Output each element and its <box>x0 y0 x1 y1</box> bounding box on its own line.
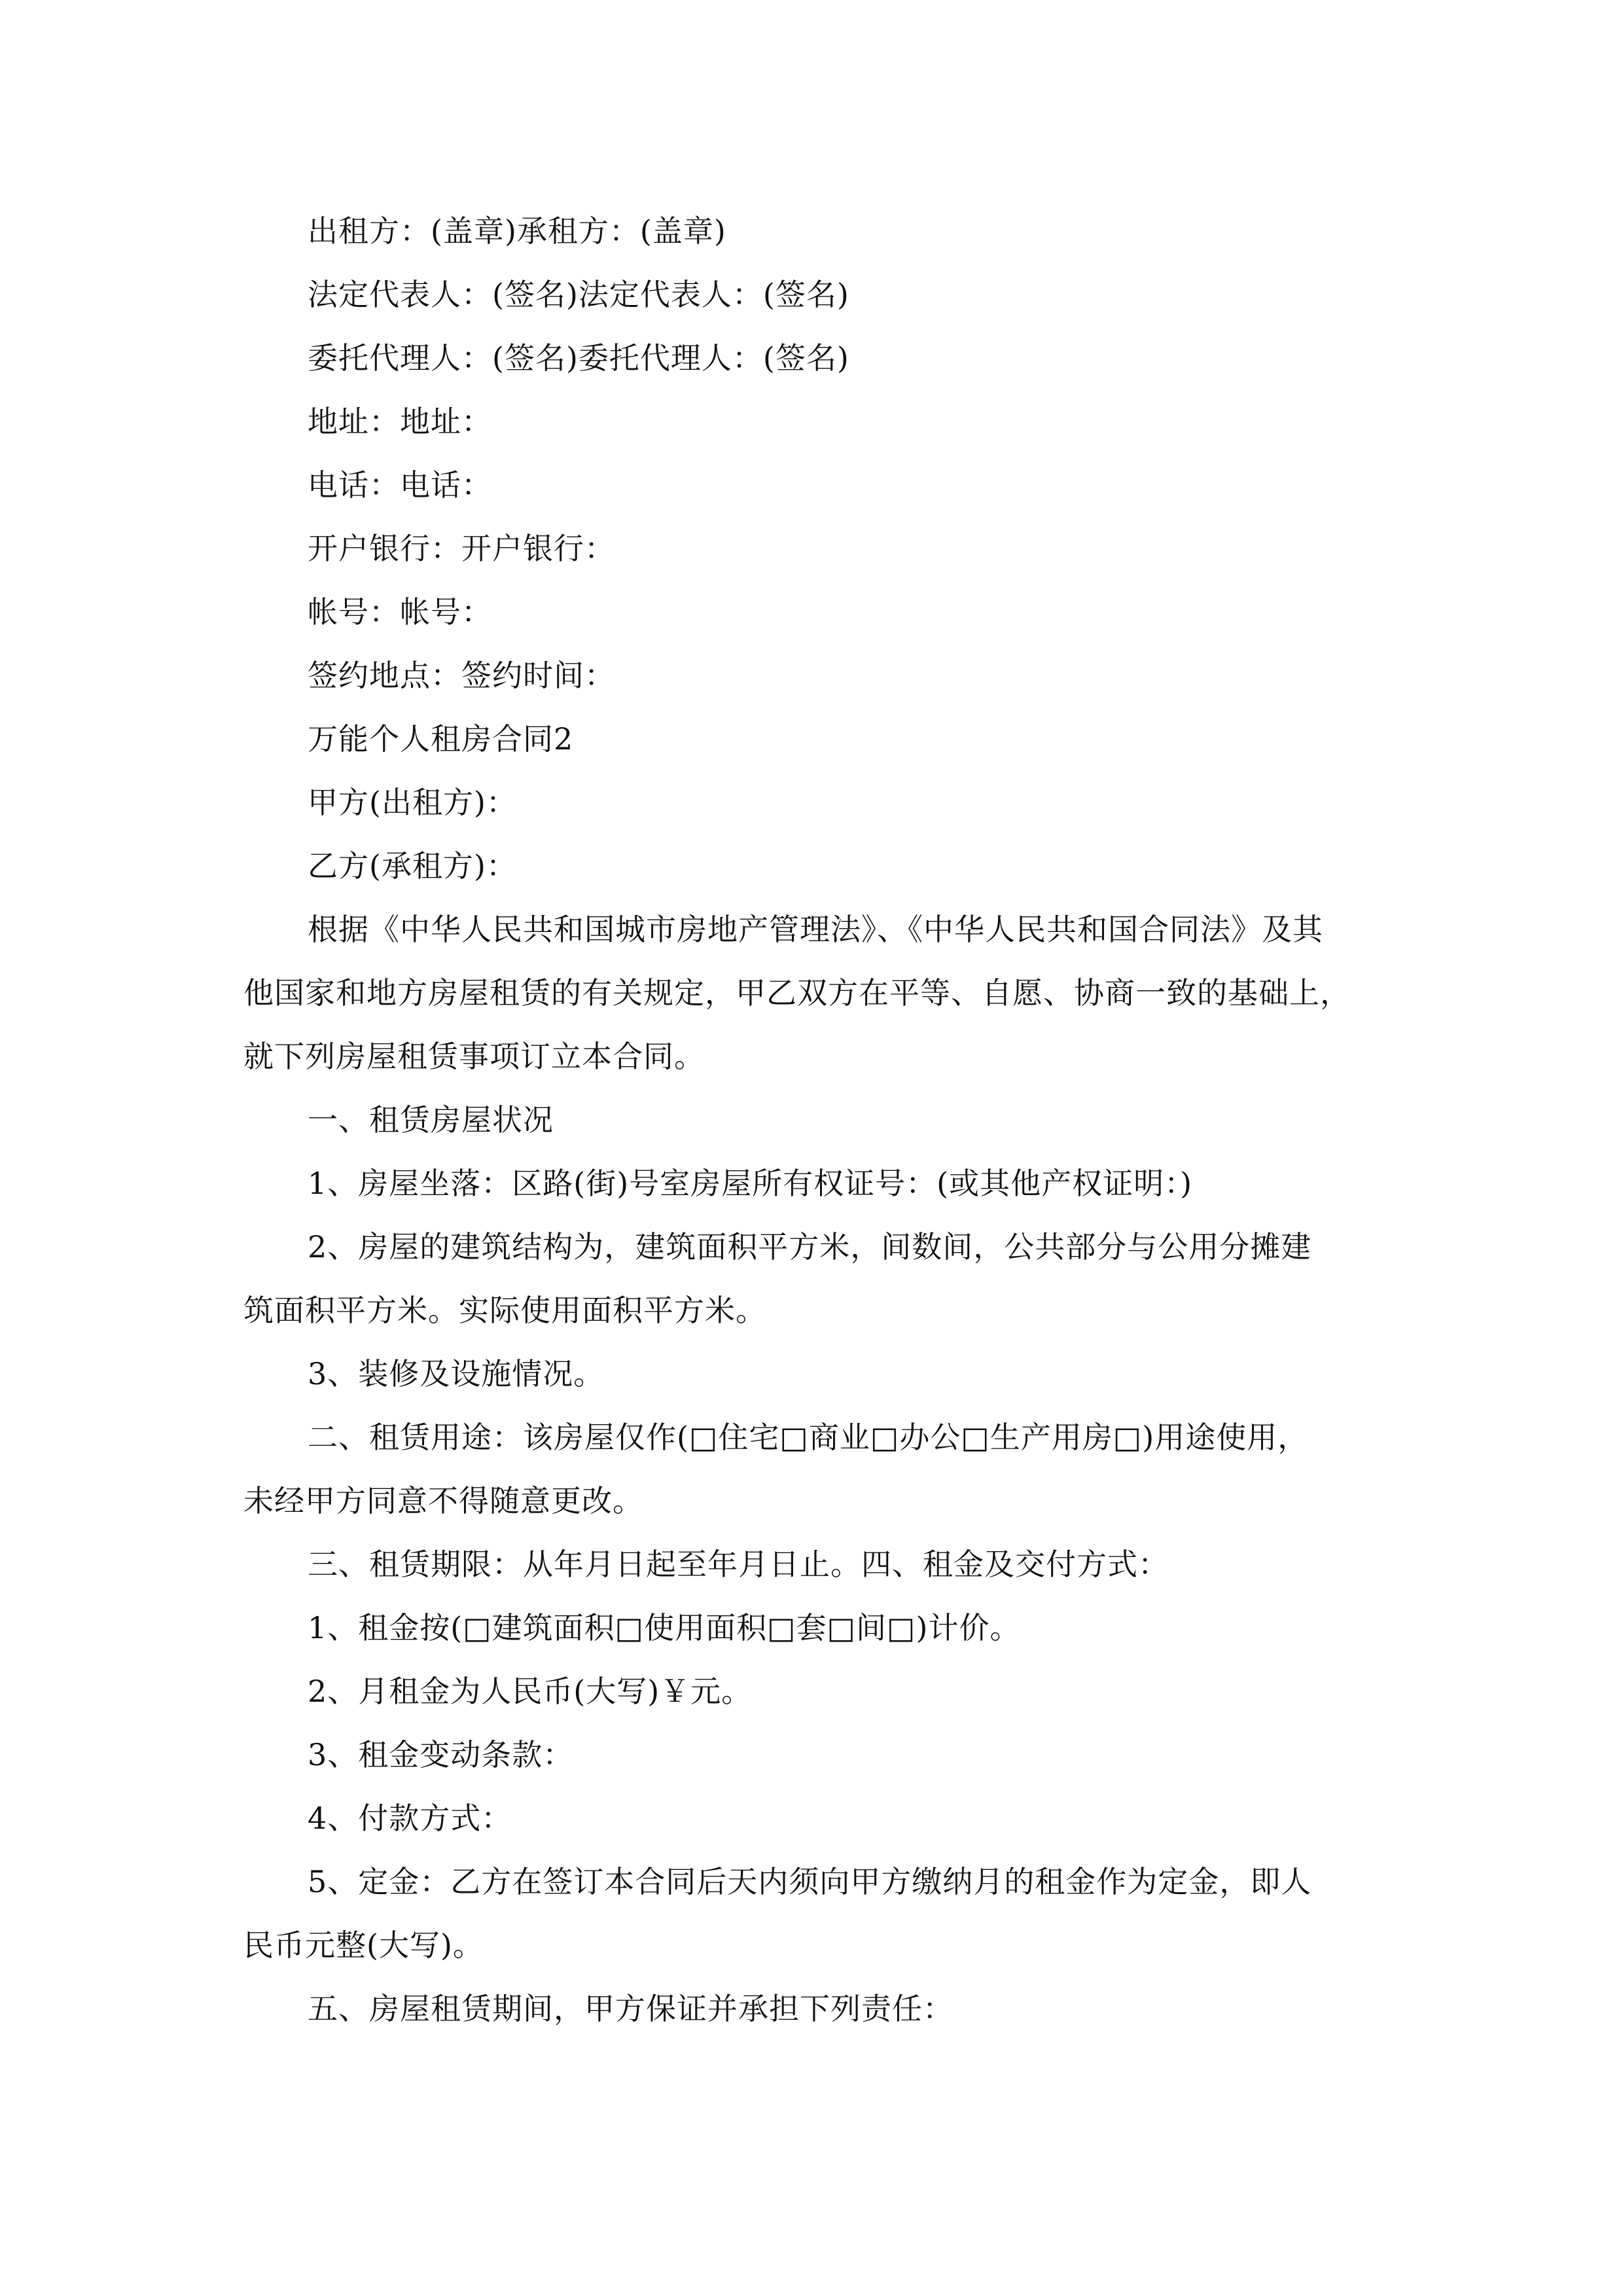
bank-line: 开户银行：开户银行： <box>308 531 615 566</box>
signing-place-time-line: 签约地点：签约时间： <box>308 658 615 693</box>
section-2-line-2: 未经甲方同意不得随意更改。 <box>243 1483 643 1518</box>
clause-4-1: 1、租金按(□建筑面积□使用面积□套□间□)计价。 <box>308 1610 1021 1645</box>
preamble-line-3: 就下列房屋租赁事项订立本合同。 <box>243 1039 705 1074</box>
clause-4-5-line-2: 民币元整(大写)。 <box>243 1928 484 1963</box>
signature-seal-line: 出租方：(盖章)承租方：(盖章) <box>308 213 726 249</box>
preamble-line-1: 根据《中华人民共和国城市房地产管理法》、《中华人民共和国合同法》及其 <box>308 912 1323 947</box>
account-line: 帐号：帐号： <box>308 594 492 630</box>
address-line: 地址：地址： <box>308 404 492 439</box>
party-a-line: 甲方(出租方)： <box>308 785 517 820</box>
legal-representative-line: 法定代表人：(签名)法定代表人：(签名) <box>308 277 849 312</box>
clause-1-1: 1、房屋坐落：区路(街)号室房屋所有权证号：(或其他产权证明：) <box>308 1166 1193 1201</box>
contract-title: 万能个人租房合同2 <box>308 721 574 757</box>
section-3-4-line: 三、租赁期限：从年月日起至年月日止。四、租金及交付方式： <box>308 1547 1169 1582</box>
clause-4-5-line-1: 5、定金：乙方在签订本合同后天内须向甲方缴纳月的租金作为定金，即人 <box>308 1864 1312 1899</box>
preamble-line-2: 他国家和地方房屋租赁的有关规定，甲乙双方在平等、自愿、协商一致的基础上， <box>243 975 1351 1011</box>
clause-4-3: 3、租金变动条款： <box>308 1737 574 1772</box>
phone-line: 电话：电话： <box>308 467 492 503</box>
section-5-heading: 五、房屋租赁期间，甲方保证并承担下列责任： <box>308 1991 954 2026</box>
section-2-line-1: 二、租赁用途：该房屋仅作(□住宅□商业□办公□生产用房□)用途使用， <box>308 1420 1309 1455</box>
agent-line: 委托代理人：(签名)委托代理人：(签名) <box>308 340 849 376</box>
party-b-line: 乙方(承租方)： <box>308 848 517 884</box>
section-1-heading: 一、租赁房屋状况 <box>308 1102 554 1138</box>
clause-1-3: 3、装修及设施情况。 <box>308 1356 605 1391</box>
clause-1-2-line-1: 2、房屋的建筑结构为，建筑面积平方米，间数间，公共部分与公用分摊建 <box>308 1229 1312 1265</box>
clause-1-2-line-2: 筑面积平方米。实际使用面积平方米。 <box>243 1293 766 1328</box>
clause-4-2: 2、月租金为人民币(大写)￥元。 <box>308 1674 753 1709</box>
clause-4-4: 4、付款方式： <box>308 1801 512 1836</box>
